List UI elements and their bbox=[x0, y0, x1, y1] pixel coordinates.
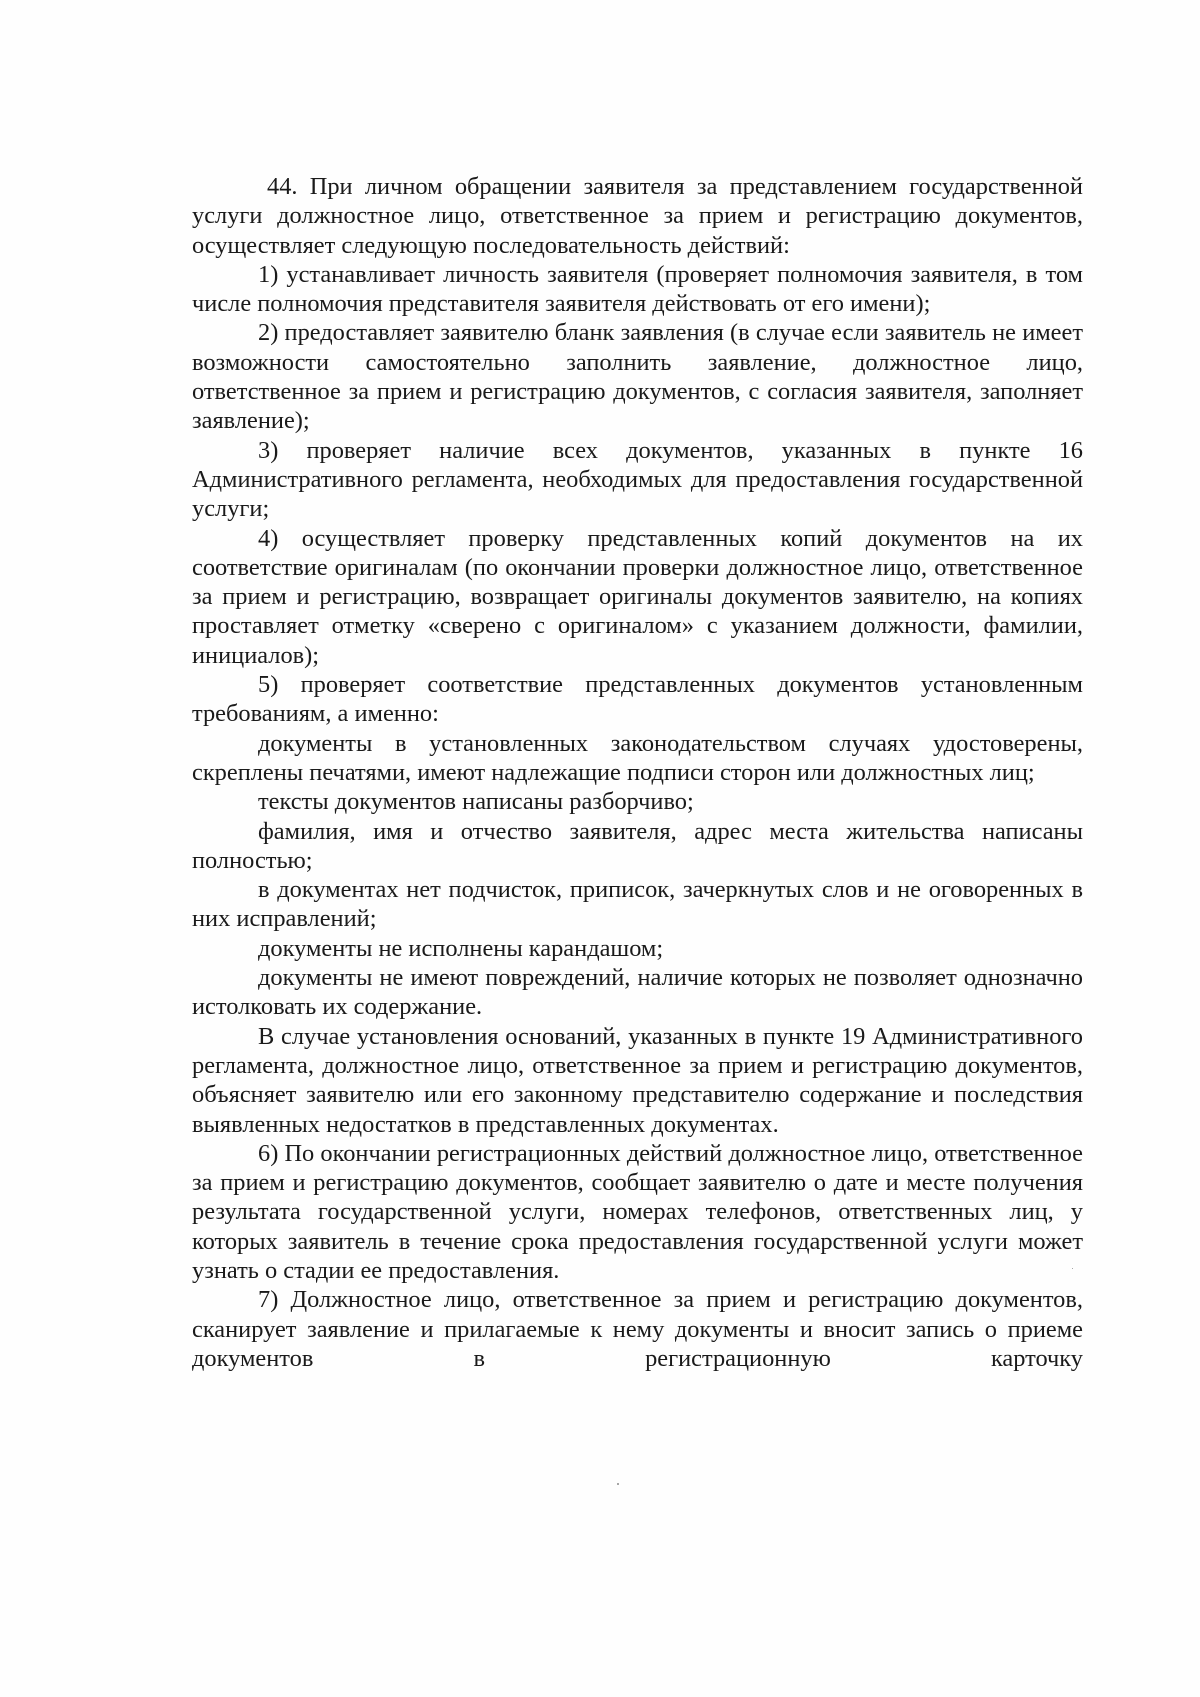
paragraph-item-2: 2) предоставляет заявителю бланк заявления (в случае если заявитель не имеет возможности самостоятельно заполнить заявление, должностное лицо, ответственное за прием и регистрацию документов, с согласия заявителя, заполняет заявление); bbox=[192, 319, 1083, 435]
paragraph-44-intro: 44. При личном обращении заявителя за представлением государственной услуги должностное лицо, ответственное за прием и регистрацию документов, осуществляет следующую последовательность действий: bbox=[192, 173, 1083, 259]
paragraph-requirement-4: в документах нет подчисток, приписок, зачеркнутых слов и не оговоренных в них исправлений; bbox=[192, 876, 1083, 933]
paragraph-item-3: 3) проверяет наличие всех документов, указанных в пункте 16 Административного регламента, необходимых для предоставления государственной услуги; bbox=[192, 436, 1083, 523]
paragraph-requirement-1: документы в установленных законодательством случаях удостоверены, скреплены печатями, имеют надлежащие подписи сторон или должностных лиц; bbox=[192, 729, 1083, 786]
paragraph-requirement-6: документы не имеют повреждений, наличие которых не позволяет однозначно истолковать их содержание. bbox=[192, 964, 1083, 1021]
paragraph-item-6: 6) По окончании регистрационных действий должностное лицо, ответственное за прием и регистрацию документов, сообщает заявителю о дате и месте получения результата государственной услуги, номерах телефонов, ответственных лиц, у которых заявитель в течение срока предоставления государственной услуги может узнать о стадии ее предоставления. bbox=[192, 1139, 1083, 1284]
paragraph-requirement-2: тексты документов написаны разборчиво; bbox=[258, 788, 694, 816]
document-body bbox=[192, 172, 1083, 1373]
paragraph-item-1: 1) устанавливает личность заявителя (проверяет полномочия заявителя, в том числе полномочия представителя заявителя действовать от его имени); bbox=[192, 260, 1083, 318]
paragraph-deficiencies: В случае установления оснований, указанных в пункте 19 Административного регламента, должностное лицо, ответственное за прием и регистрацию документов, объясняет заявителю или его законному представителю содержание и последствия выявленных недостатков в представленных документах. bbox=[192, 1022, 1083, 1138]
paragraph-requirement-3: фамилия, имя и отчество заявителя, адрес места жительства написаны полностью; bbox=[192, 817, 1083, 874]
paragraph-item-4: 4) осуществляет проверку представленных копий документов на их соответствие оригиналам (по окончании проверки должностное лицо, ответственное за прием и регистрацию, возвращает оригиналы документов заявителю, на копиях проставляет отметку «сверено с оригиналом» с указанием должности, фамилии, инициалов); bbox=[192, 524, 1083, 669]
scan-speck bbox=[1072, 1268, 1073, 1269]
paragraph-requirement-5: документы не исполнены карандашом; bbox=[258, 934, 664, 962]
paragraph-item-7: 7) Должностное лицо, ответственное за прием и регистрацию документов, сканирует заявление и прилагаемые к нему документы и вносит запись о приеме документов в регистрационную карточку bbox=[192, 1286, 1083, 1372]
scan-speck bbox=[617, 1483, 619, 1485]
paragraph-item-5: 5) проверяет соответствие представленных документов установленным требованиям, а именно: bbox=[192, 671, 1083, 728]
